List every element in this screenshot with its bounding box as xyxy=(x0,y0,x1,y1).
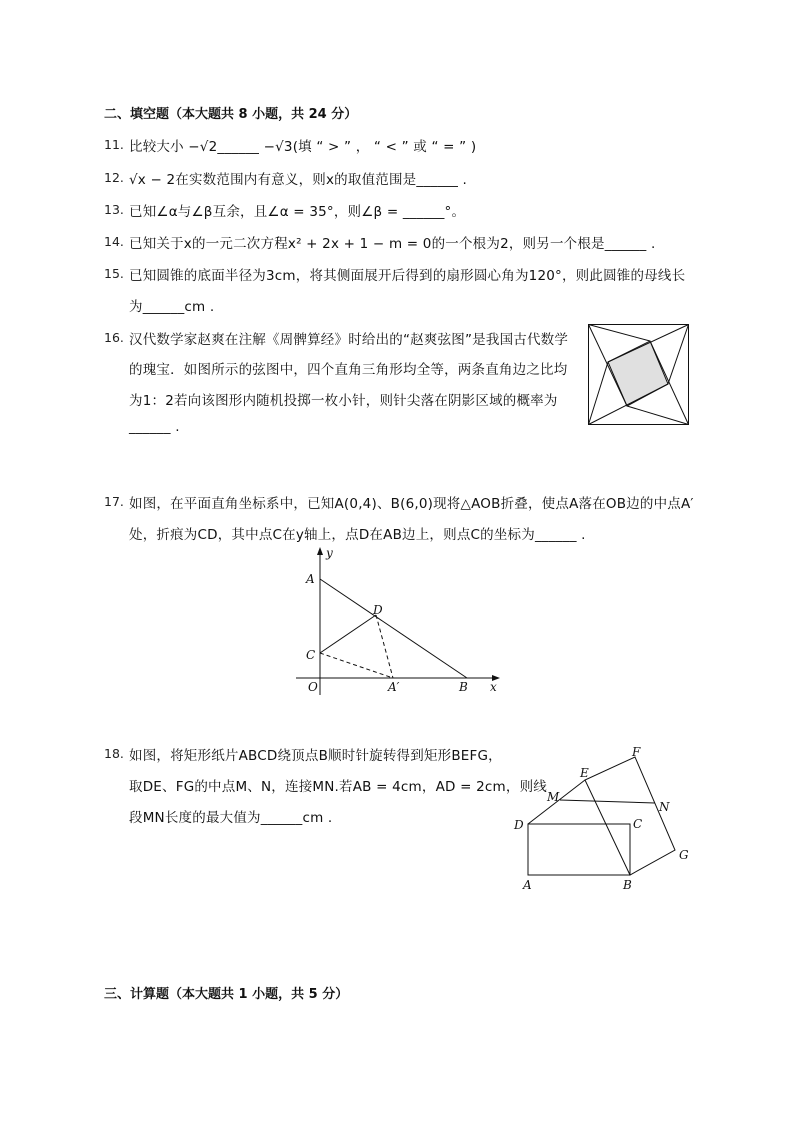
question-14-text: 已知关于x的一元二次方程x² + 2x + 1 − m = 0的一个根为2，则另一个根是______ . xyxy=(129,236,656,252)
label-A: A xyxy=(523,878,532,892)
question-17-line-1: 如图，在平面直角坐标系中，已知A(0,4)、B(6,0)现将△AOB折叠，使点A落在OB边的中点A′ xyxy=(129,496,694,512)
label-N: N xyxy=(659,800,670,814)
label-x: x xyxy=(490,680,497,694)
label-y: y xyxy=(326,546,333,560)
rectangle-ABCD xyxy=(528,824,630,875)
question-number: 17. xyxy=(104,494,124,509)
label-B: B xyxy=(459,680,468,694)
question-16-line-3: 为1：2若向该图形内随机投掷一枚小针，则针尖落在阴影区域的概率为 xyxy=(129,393,558,409)
label-E: E xyxy=(580,766,589,780)
label-A: A xyxy=(306,572,315,586)
question-17-line-2: 处，折痕为CD，其中点C在y轴上，点D在AB边上，则点C的坐标为______ . xyxy=(129,527,586,543)
question-15-line-2: 为______cm . xyxy=(129,299,215,315)
question-16-line-1: 汉代数学家赵爽在注解《周髀算经》时给出的“赵爽弦图”是我国古代数学 xyxy=(129,332,569,348)
question-16-line-4: ______ . xyxy=(129,419,180,435)
label-A-prime: A′ xyxy=(388,680,400,694)
question-18-line-2: 取DE、FG的中点M、N，连接MN.若AB = 4cm，AD = 2cm，则线 xyxy=(129,779,547,795)
label-D: D xyxy=(514,818,524,832)
question-number: 15. xyxy=(104,266,124,281)
question-12-text: √x − 2在实数范围内有意义，则x的取值范围是______ . xyxy=(129,172,468,188)
question-number: 14. xyxy=(104,234,124,249)
segment-MN xyxy=(560,800,655,803)
label-F: F xyxy=(632,745,641,759)
question-number: 11. xyxy=(104,137,124,152)
question-number: 13. xyxy=(104,202,124,217)
question-18-line-1: 如图，将矩形纸片ABCD绕顶点B顺时针旋转得到矩形BEFG， xyxy=(129,748,502,764)
section-title: 二、填空题（本大题共 8 小题，共 24 分） xyxy=(104,107,358,122)
label-C: C xyxy=(306,648,316,662)
rectangle-rotation-figure xyxy=(505,740,695,895)
segment-DA-prime xyxy=(376,615,393,678)
question-number: 16. xyxy=(104,330,124,345)
label-O: O xyxy=(308,680,318,694)
label-B: B xyxy=(623,878,632,892)
question-number: 12. xyxy=(104,170,124,185)
coordinate-figure xyxy=(290,545,505,700)
question-13-text: 已知∠α与∠β互余，且∠α = 35°，则∠β = ______°。 xyxy=(129,204,466,220)
y-axis-arrow-icon xyxy=(317,547,323,555)
segment-AB xyxy=(320,579,467,678)
zhao-shuang-figure xyxy=(588,324,689,425)
label-D: D xyxy=(373,603,383,617)
segment-CD xyxy=(320,615,376,653)
question-11-text: 比较大小 −√2______ −√3(填 “ > ” ， “ < ” 或 “ = ” ) xyxy=(129,139,477,155)
label-C: C xyxy=(633,817,643,831)
segment-CA-prime xyxy=(320,653,393,678)
question-number: 18. xyxy=(104,746,124,761)
label-M: M xyxy=(547,790,560,804)
question-18-line-3: 段MN长度的最大值为______cm . xyxy=(129,810,333,826)
section-title: 三、计算题（本大题共 1 小题，共 5 分） xyxy=(104,987,349,1002)
question-16-line-2: 的瑰宝．如图所示的弦图中，四个直角三角形均全等，两条直角边之比均 xyxy=(129,362,568,378)
question-15-line-1: 已知圆锥的底面半径为3cm，将其侧面展开后得到的扇形圆心角为120°，则此圆锥的母线长 xyxy=(129,268,686,284)
label-G: G xyxy=(679,848,689,862)
